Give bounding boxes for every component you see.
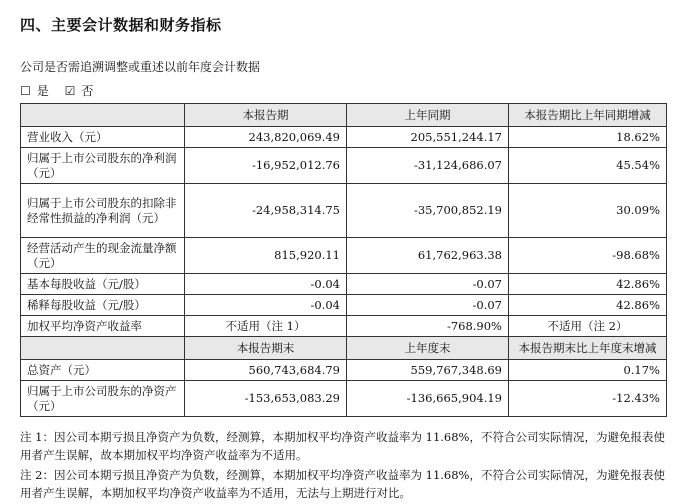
option-no-label: 否 <box>81 84 94 98</box>
header-cell: 上年同期 <box>347 104 509 127</box>
header-cell: 本报告期比上年同期增减 <box>509 104 667 127</box>
cell-value: 45.54% <box>509 148 667 184</box>
header-cell: 本报告期 <box>185 104 347 127</box>
checkbox-checked-icon: ☑ <box>64 84 76 98</box>
cell-value: 61,762,963.38 <box>347 238 509 274</box>
row-label: 归属于上市公司股东的扣除非经常性损益的净利润（元） <box>21 184 185 238</box>
cell-value: -0.04 <box>185 295 347 316</box>
row-label: 总资产（元） <box>21 360 185 381</box>
cell-value: -98.68% <box>509 238 667 274</box>
cell-value: 18.62% <box>509 127 667 148</box>
checkbox-unchecked-icon: ☐ <box>20 84 31 98</box>
cell-value: -16,952,012.76 <box>185 148 347 184</box>
row-label: 加权平均净资产收益率 <box>21 316 185 337</box>
row-label: 归属于上市公司股东的净资产（元） <box>21 381 185 417</box>
cell-value: -24,958,314.75 <box>185 184 347 238</box>
row-label: 归属于上市公司股东的净利润（元） <box>21 148 185 184</box>
table-row <box>21 316 667 337</box>
cell-value: -0.07 <box>347 274 509 295</box>
financial-indicators-table <box>20 103 667 417</box>
header-cell: 上年度末 <box>347 337 509 360</box>
cell-value: 243,820,069.49 <box>185 127 347 148</box>
cell-value: 560,743,684.79 <box>185 360 347 381</box>
cell-value: 42.86% <box>509 274 667 295</box>
table-header-row <box>21 337 667 360</box>
table-row <box>21 295 667 316</box>
section-title: 四、主要会计数据和财务指标 <box>20 16 222 34</box>
header-cell: 本报告期末比上年度末增减 <box>509 337 667 360</box>
table-row <box>21 360 667 381</box>
retroactive-options <box>20 82 105 99</box>
retroactive-question: 公司是否需追溯调整或重述以前年度会计数据 <box>20 60 261 74</box>
cell-value: -768.90% <box>347 316 509 337</box>
table-row <box>21 274 667 295</box>
option-yes-label: 是 <box>36 84 49 98</box>
cell-value: -12.43% <box>509 381 667 417</box>
footnotes <box>20 428 670 504</box>
cell-value: -35,700,852.19 <box>347 184 509 238</box>
table-row <box>21 184 667 238</box>
option-no[interactable] <box>65 84 100 98</box>
cell-value: 0.17% <box>509 360 667 381</box>
header-cell: 本报告期末 <box>185 337 347 360</box>
table-row <box>21 238 667 274</box>
cell-value: -31,124,686.07 <box>347 148 509 184</box>
footnote-1: 注 1：因公司本期亏损且净资产为负数，经测算，本期加权平均净资产收益率为 11.68%，不符合公司实际情况，为避免报表使用者产生误解，故本期加权平均净资产收益率为不适用。 <box>20 430 665 462</box>
table-header-row <box>21 104 667 127</box>
cell-value: 559,767,348.69 <box>347 360 509 381</box>
cell-value: 205,551,244.17 <box>347 127 509 148</box>
cell-value: -153,653,083.29 <box>185 381 347 417</box>
cell-value: -136,665,904.19 <box>347 381 509 417</box>
cell-value: 815,920.11 <box>185 238 347 274</box>
option-yes[interactable] <box>20 84 55 98</box>
cell-value: 不适用（注 1） <box>185 316 347 337</box>
footnote-2: 注 2：因公司本期亏损且净资产为负数，经测算，本期加权平均净资产收益率为 11.68%，不符合公司实际情况，为避免报表使用者产生误解，本期加权平均净资产收益率为不适用，无法与上期进行对比。 <box>20 468 665 500</box>
cell-value: -0.07 <box>347 295 509 316</box>
table-row <box>21 127 667 148</box>
cell-value: 42.86% <box>509 295 667 316</box>
table-row <box>21 148 667 184</box>
header-cell <box>21 104 185 127</box>
cell-value: -0.04 <box>185 274 347 295</box>
row-label: 稀释每股收益（元/股） <box>21 295 185 316</box>
cell-value: 30.09% <box>509 184 667 238</box>
row-label: 经营活动产生的现金流量净额（元） <box>21 238 185 274</box>
cell-value: 不适用（注 2） <box>509 316 667 337</box>
table-row <box>21 381 667 417</box>
row-label: 基本每股收益（元/股） <box>21 274 185 295</box>
row-label: 营业收入（元） <box>21 127 185 148</box>
header-cell <box>21 337 185 360</box>
